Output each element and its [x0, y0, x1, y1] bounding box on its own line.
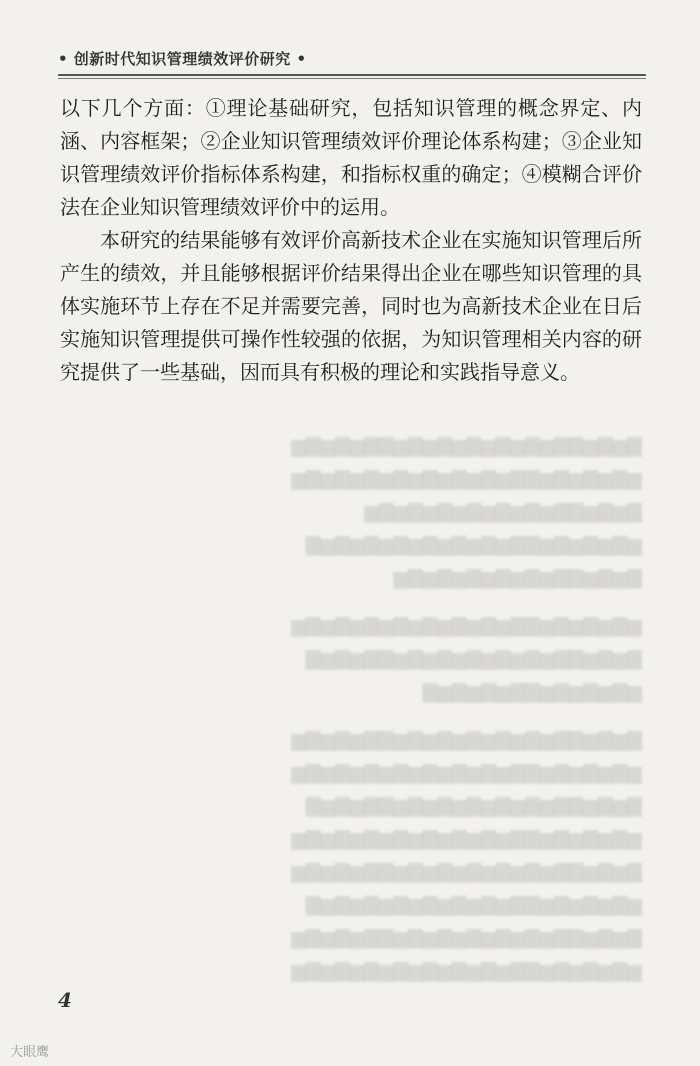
paragraph-continued: 以下几个方面：①理论基础研究，包括知识管理的概念界定、内涵、内容框架；②企业知识管理绩效评价理论体系构建；③企业知识管理绩效评价指标体系构建，和指标权重的确定；④模糊合评价法在企业知识管理绩效评价中的运用。 [60, 96, 642, 219]
page-number: 4 [58, 988, 72, 1012]
running-header: • 创新时代知识管理绩效评价研究 • [58, 50, 307, 68]
paragraph: 本研究的结果能够有效评价高新技术企业在实施知识管理后所产生的绩效，并且能够根据评价结果得出企业在哪些知识管理的具体实施环节上存在不足并需要完善，同时也为高新技术企业在日后实施知识管理提供可操作性较强的依据，为知识管理相关内容的研究提供了一些基础，因而具有积极的理论和实践指导意义。 [60, 228, 642, 384]
watermark: 大眼鹰 [10, 1045, 50, 1060]
header-rule-thin [58, 78, 646, 79]
header-rule [58, 74, 646, 76]
document-page: • 创新时代知识管理绩效评价研究 • 以下几个方面：①理论基础研究，包括知识管理的概念界定、内涵、内容框架；②企业知识管理绩效评价理论体系构建；③企业知识管理绩效评价指标体系构建，和指标权重的确定；④模糊合评价法在企业知识管理绩效评价中的运用。 本研究的结果能够有效评价高新技术企业在实施知识管理后所产生的绩效，并且能够根据评价结果得出企业在哪些知识管理的具体实施环节上存在不足并需要完善，同时也为高新技术企业在日后实施知识管理提供可操作性较强的依据，为知识管理相关内容的研究提供了一些基础，因而具有积极的理论和实践指导意义。 ▇▆▇▆▇▇▆▇▆▇▆▇▆▇▆▇▆▇▇▆▇▆▇▆ ▆▇▆▇▆▇▆▇▇▆▇▆▇▆▇▆▇▆▇▆▇▆▇▆ ▇▆▇▆▇▇▆▇▆▇▆▇▆▇▆▇▆▇▆ ▆▇▆▇▆▇▆▇▇▆▇▆▇▆▇▆▇▆▇▆▇▆▇ ▇▆▇▆▇▇▆▇▆▇▆▇▆▇▆▇▆ ▆▇▆▇▆▇▆▇▇▆▇▆▇▆▇▆▇▆▇▆▇▆▇▆ ▇▆▇▆▇▇▆▇▆▇▆▇▆▇▆▇▆▇▇▆▇▆▇ ▆▇▆▇▆▇▆▇▇▆▇▆▇▆▇ ▇▆▇▆▇▇▆▇▆▇▆▇▆▇▆▇▆▇▇▆▇▆▇▆ ▆▇▆▇▆▇▆▇▇▆▇▆▇▆▇▆▇▆▇▆▇▆▇▆ ▇▆▇▆▇▇▆▇▆▇▆▇▆▇▆▇▆▇▇▆▇▆▇ ▆▇▆▇▆▇▆▇▇▆▇▆▇▆▇▆▇▆▇▆▇▆▇▆ ▇▆▇▆▇▇▆▇▆▇▆▇▆▇▆▇▆▇▇▆▇▆▇▆ ▆▇▆▇▆▇▆▇▇▆▇▆▇▆▇▆▇▆▇▆▇▆▇ ▇▆▇▆▇▇▆▇▆▇▆▇▆▇▆▇▆▇▇▆▇▆▇▆ ▆▇▆▇▆▇▆▇▇▆▇▆▇▆▇▆▇▆▇▆▇▆▇▆ 4 大眼鹰 [0, 0, 700, 1066]
body-text [60, 92, 642, 389]
